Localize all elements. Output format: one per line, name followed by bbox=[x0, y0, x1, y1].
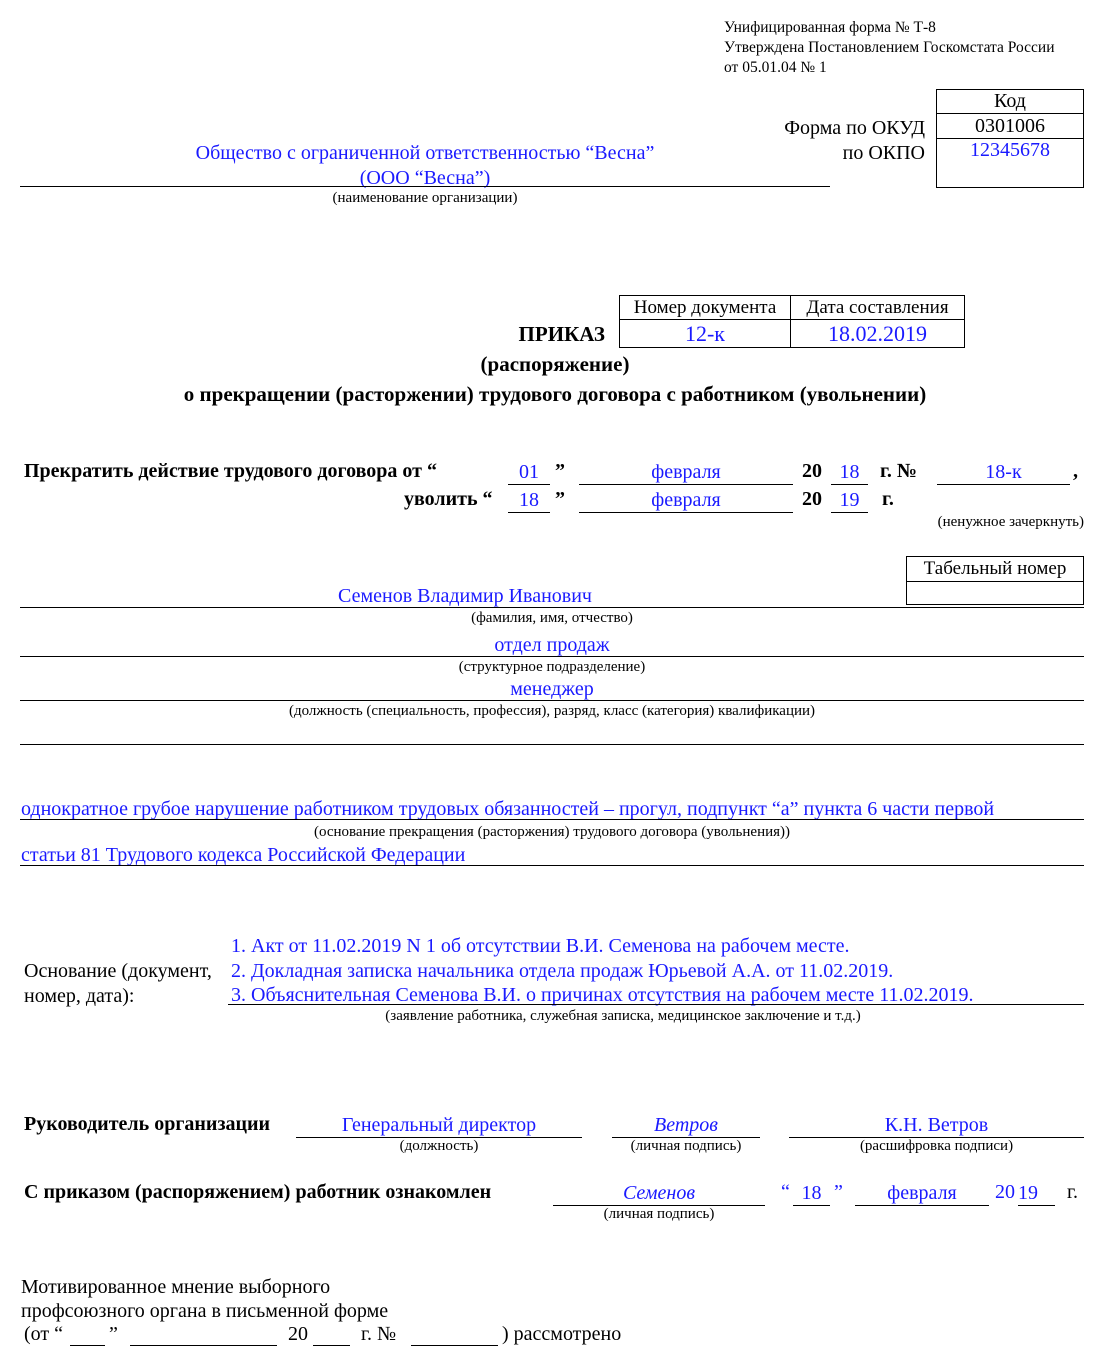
terminate-day-field[interactable]: 01 bbox=[508, 460, 550, 485]
head-label: Руководитель организации bbox=[24, 1113, 271, 1135]
tab-number-value[interactable] bbox=[907, 582, 1084, 605]
grounds-line1: однократное грубое нарушение работником трудовых обязанностей – прогул, подпункт “а” пункта 6 части первой bbox=[21, 798, 995, 820]
document-number-table bbox=[619, 295, 965, 348]
open-quote: “ bbox=[482, 488, 493, 510]
comma: , bbox=[1073, 460, 1078, 482]
ack-century: 20 bbox=[995, 1181, 1015, 1203]
department-caption: (структурное подразделение) bbox=[458, 659, 646, 675]
form-header bbox=[724, 18, 1055, 78]
basis-caption: (заявление работника, служебная записка, медицинское заключение и т.д.) bbox=[385, 1008, 861, 1024]
acknowledged-month-field[interactable]: февраля bbox=[855, 1181, 989, 1206]
organization-caption: (наименование организации) bbox=[332, 190, 518, 206]
organization-name-full: Общество с ограниченной ответственностью “Весна” bbox=[195, 142, 655, 164]
okud-value: 0301006 bbox=[937, 114, 1084, 139]
ack-year-suffix: г. bbox=[1067, 1181, 1078, 1203]
dismiss-century: 20 bbox=[802, 488, 822, 510]
approved-label: Утверждена Постановлением Госкомстата России bbox=[724, 39, 1055, 56]
acknowledged-signature-caption: (личная подпись) bbox=[603, 1206, 715, 1222]
tab-number-table bbox=[906, 556, 1084, 605]
strike-note: (ненужное зачеркнуть) bbox=[937, 514, 1084, 530]
basis-label-line1: Основание (документ, bbox=[24, 960, 212, 982]
basis-item: 1. Акт от 11.02.2019 N 1 об отсутствии В.И. Семенова на рабочем месте. bbox=[231, 935, 850, 957]
organization-underline bbox=[20, 186, 830, 187]
position-value: менеджер bbox=[510, 678, 594, 700]
terminate-year-field[interactable]: 18 bbox=[831, 460, 868, 485]
dismiss-month-field[interactable]: февраля bbox=[579, 488, 793, 513]
union-prefix bbox=[24, 1323, 63, 1346]
close-quote: ” bbox=[555, 488, 565, 510]
dismiss-year-field[interactable]: 19 bbox=[831, 488, 868, 513]
basis-item: 2. Докладная записка начальника отдела продаж Юрьевой А.А. от 11.02.2019. bbox=[231, 959, 894, 982]
acknowledged-signature-field[interactable]: Семенов bbox=[553, 1181, 765, 1206]
union-month-field[interactable] bbox=[130, 1345, 277, 1346]
ack-open-quote: “ bbox=[781, 1181, 790, 1203]
basis-item: 3. Объяснительная Семенова В.И. о причинах отсутствия на рабочем месте 11.02.2019. bbox=[231, 984, 974, 1006]
union-number-label: г. № bbox=[361, 1323, 397, 1345]
doc-number-header: Номер документа bbox=[620, 296, 791, 320]
okpo-label: по ОКПО bbox=[842, 142, 925, 164]
union-open-quote: “ bbox=[54, 1323, 64, 1345]
close-quote: ” bbox=[555, 460, 565, 482]
organization-name bbox=[20, 141, 830, 191]
union-day-field[interactable] bbox=[70, 1345, 105, 1346]
terminate-century: 20 bbox=[802, 460, 822, 482]
acknowledged-year-field[interactable]: 19 bbox=[1018, 1181, 1055, 1206]
union-label bbox=[21, 1275, 388, 1323]
position-extra-underline bbox=[20, 744, 1084, 745]
union-century: 20 bbox=[288, 1323, 308, 1345]
head-position-caption: (должность) bbox=[399, 1138, 479, 1154]
head-signature-field[interactable]: Ветров bbox=[612, 1113, 760, 1138]
employee-name: Семенов Владимир Иванович bbox=[338, 585, 592, 607]
union-line2: профсоюзного органа в письменной форме bbox=[21, 1300, 389, 1322]
order-title: ПРИКАЗ bbox=[518, 322, 605, 346]
union-suffix: ) рассмотрено bbox=[502, 1323, 622, 1345]
tab-number-header: Табельный номер bbox=[907, 557, 1084, 582]
dismiss-label-text: уволить bbox=[404, 488, 478, 510]
terminate-label bbox=[24, 460, 437, 483]
union-year-field[interactable] bbox=[313, 1345, 350, 1346]
dismiss-year-suffix: г. bbox=[882, 488, 894, 510]
union-close-quote: ” bbox=[109, 1323, 118, 1345]
terminate-number-label: г. № bbox=[880, 460, 917, 482]
acknowledged-day-field[interactable]: 18 bbox=[793, 1181, 830, 1206]
head-signature-caption: (личная подпись) bbox=[630, 1138, 742, 1154]
terminate-label-text: Прекратить действие трудового договора от bbox=[24, 460, 422, 482]
order-subtitle: (распоряжение) bbox=[480, 352, 630, 376]
doc-date-header: Дата составления bbox=[791, 296, 965, 320]
head-decoding-caption: (расшифровка подписи) bbox=[859, 1138, 1014, 1154]
basis-label bbox=[24, 959, 212, 1009]
okpo-value: 12345678 bbox=[937, 139, 1084, 188]
doc-date-value: 18.02.2019 bbox=[791, 320, 965, 348]
employee-name-caption: (фамилия, имя, отчество) bbox=[471, 610, 633, 626]
union-number-field[interactable] bbox=[411, 1345, 498, 1346]
union-line1: Мотивированное мнение выборного bbox=[21, 1276, 331, 1298]
grounds-underline1 bbox=[20, 819, 1084, 820]
dismiss-day-field[interactable]: 18 bbox=[508, 488, 550, 513]
union-prefix-text: (от bbox=[24, 1323, 50, 1345]
head-position-field[interactable]: Генеральный директор bbox=[296, 1113, 582, 1138]
terminate-number-field[interactable]: 18-к bbox=[937, 460, 1070, 485]
position-caption: (должность (специальность, профессия), разряд, класс (категория) квалификации) bbox=[288, 703, 816, 719]
position-underline bbox=[20, 700, 1084, 701]
basis-underline bbox=[228, 1004, 1084, 1005]
code-header: Код bbox=[937, 90, 1084, 114]
grounds-underline2 bbox=[20, 865, 1084, 866]
basis-label-line2: номер, дата): bbox=[24, 985, 135, 1007]
ack-close-quote: ” bbox=[834, 1181, 843, 1203]
grounds-line2: статьи 81 Трудового кодекса Российской Федерации bbox=[21, 844, 466, 866]
grounds-caption: (основание прекращения (расторжения) трудового договора (увольнения)) bbox=[313, 824, 791, 840]
open-quote: “ bbox=[426, 460, 437, 482]
terminate-month-field[interactable]: февраля bbox=[579, 460, 793, 485]
order-heading: о прекращении (расторжении) трудового договора с работником (увольнении) bbox=[183, 382, 927, 406]
department-value: отдел продаж bbox=[494, 634, 610, 656]
unified-form-label: Унифицированная форма № Т-8 bbox=[724, 19, 936, 36]
codes-table bbox=[936, 89, 1084, 188]
acknowledged-label: С приказом (распоряжением) работник ознакомлен bbox=[24, 1181, 492, 1203]
approved-date-label: от 05.01.04 № 1 bbox=[724, 59, 827, 76]
okud-label: Форма по ОКУД bbox=[784, 117, 925, 139]
doc-number-value: 12-к bbox=[620, 320, 791, 348]
head-decoding-field[interactable]: К.Н. Ветров bbox=[789, 1113, 1084, 1138]
basis-list bbox=[231, 934, 974, 1008]
employee-name-underline bbox=[20, 607, 1084, 608]
department-underline bbox=[20, 656, 1084, 657]
dismiss-label bbox=[404, 488, 493, 511]
organization-name-short: (ООО “Весна”) bbox=[359, 167, 491, 189]
